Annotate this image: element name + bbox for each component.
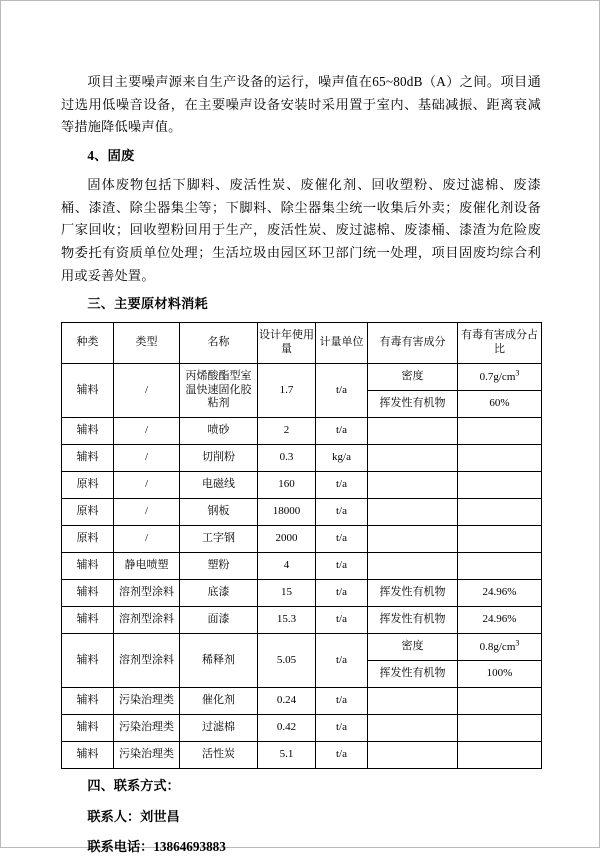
cell-name: 催化剂 xyxy=(180,688,258,715)
cell-component xyxy=(368,499,458,526)
cell-amount: 18000 xyxy=(258,499,316,526)
cell-type: 污染治理类 xyxy=(114,688,180,715)
table-row xyxy=(62,499,542,526)
table-row xyxy=(62,742,542,769)
cell-ratio: 24.96% xyxy=(458,580,542,607)
table-row xyxy=(62,580,542,607)
table-row xyxy=(62,553,542,580)
cell-type: / xyxy=(114,526,180,553)
table-header-component: 有毒有害成分 xyxy=(368,323,458,364)
table-row xyxy=(62,526,542,553)
paragraph-noise: 项目主要噪声源来自生产设备的运行，噪声值在65~80dB（A）之间。项目通过选用低噪音设备，在主要噪声设备安装时采用置于室内、基础减振、距离衰减等措施降低噪声值。 xyxy=(61,74,541,135)
cell-ratio: 100% xyxy=(458,661,542,688)
cell-amount: 15 xyxy=(258,580,316,607)
cell-type: / xyxy=(114,418,180,445)
cell-category: 辅料 xyxy=(62,742,114,769)
cell-name: 工字钢 xyxy=(180,526,258,553)
cell-ratio xyxy=(458,472,542,499)
table-row xyxy=(62,472,542,499)
table-body xyxy=(62,364,542,769)
table-row xyxy=(62,445,542,472)
cell-ratio xyxy=(458,742,542,769)
cell-unit: t/a xyxy=(316,607,368,634)
table-row xyxy=(62,364,542,391)
table-row xyxy=(62,607,542,634)
cell-unit: kg/a xyxy=(316,445,368,472)
cell-ratio xyxy=(458,526,542,553)
cell-ratio: 24.96% xyxy=(458,607,542,634)
cell-unit: t/a xyxy=(316,526,368,553)
cell-type: / xyxy=(114,364,180,418)
cell-amount: 5.05 xyxy=(258,634,316,688)
heading-raw-materials: 三、主要原材料消耗 xyxy=(87,296,208,312)
cell-component xyxy=(368,418,458,445)
cell-name: 过滤棉 xyxy=(180,715,258,742)
cell-category: 原料 xyxy=(62,499,114,526)
cell-type: 溶剂型涂料 xyxy=(114,634,180,688)
cell-component: 密度 xyxy=(368,634,458,661)
cell-ratio xyxy=(458,499,542,526)
cell-ratio xyxy=(458,553,542,580)
table-header-row xyxy=(62,323,542,364)
table-row xyxy=(62,634,542,661)
cell-name: 面漆 xyxy=(180,607,258,634)
cell-component xyxy=(368,526,458,553)
ratio-value: $0.7g/cm^3$ xyxy=(479,368,520,384)
cell-category: 辅料 xyxy=(62,607,114,634)
table-header-ratio: 有毒有害成分占比 xyxy=(458,323,542,364)
cell-component xyxy=(368,553,458,580)
cell-type: 污染治理类 xyxy=(114,715,180,742)
contact-section xyxy=(61,775,541,859)
cell-amount: 2000 xyxy=(258,526,316,553)
cell-unit: t/a xyxy=(316,553,368,580)
cell-type: 污染治理类 xyxy=(114,742,180,769)
cell-component: 挥发性有机物 xyxy=(368,391,458,418)
cell-name: 喷砂 xyxy=(180,418,258,445)
cell-component xyxy=(368,742,458,769)
table-header-amount: 设计年使用量 xyxy=(258,323,316,364)
cell-name: 塑粉 xyxy=(180,553,258,580)
cell-category: 辅料 xyxy=(62,364,114,418)
heading-solid-waste: 4、固废 xyxy=(87,148,135,164)
cell-amount: 0.42 xyxy=(258,715,316,742)
cell-amount: 15.3 xyxy=(258,607,316,634)
cell-category: 辅料 xyxy=(62,580,114,607)
cell-category: 辅料 xyxy=(62,634,114,688)
cell-type: 静电喷塑 xyxy=(114,553,180,580)
table-header-name: 名称 xyxy=(180,323,258,364)
cell-name: 钢板 xyxy=(180,499,258,526)
cell-component xyxy=(368,472,458,499)
ratio-value: $0.8g/cm^3$ xyxy=(479,638,520,654)
cell-type: 溶剂型涂料 xyxy=(114,607,180,634)
cell-ratio: 60% xyxy=(458,391,542,418)
cell-amount: 4 xyxy=(258,553,316,580)
paragraph-solid-waste: 固体废物包括下脚料、废活性炭、废催化剂、回收塑粉、废过滤棉、废漆桶、漆渣、除尘器集尘等；下脚料、除尘器集尘统一收集后外卖；废催化剂设备厂家回收；回收塑粉回用于生产，废活性炭、废过滤棉、废漆桶、漆渣为危险废物委托有资质单位处理；生活垃圾由园区环卫部门统一处理，项目固废均综合利用或妥善处置。 xyxy=(61,176,541,283)
cell-amount: 1.7 xyxy=(258,364,316,418)
cell-component: 密度 xyxy=(368,364,458,391)
cell-amount: 5.1 xyxy=(258,742,316,769)
cell-unit: t/a xyxy=(316,364,368,418)
cell-component: 挥发性有机物 xyxy=(368,661,458,688)
table-row xyxy=(62,715,542,742)
cell-amount: 0.3 xyxy=(258,445,316,472)
contact-phone: 联系电话：13864693883 xyxy=(87,839,226,855)
cell-unit: t/a xyxy=(316,580,368,607)
cell-ratio xyxy=(458,634,542,661)
cell-category: 原料 xyxy=(62,526,114,553)
cell-type: 溶剂型涂料 xyxy=(114,580,180,607)
cell-unit: t/a xyxy=(316,742,368,769)
raw-material-table xyxy=(61,322,542,769)
cell-category: 辅料 xyxy=(62,445,114,472)
cell-ratio xyxy=(458,418,542,445)
cell-amount: 2 xyxy=(258,418,316,445)
cell-unit: t/a xyxy=(316,634,368,688)
table-row xyxy=(62,418,542,445)
cell-ratio xyxy=(458,715,542,742)
cell-name: 丙烯酸酯型室温快速固化胶粘剂 xyxy=(180,364,258,418)
cell-unit: t/a xyxy=(316,715,368,742)
table-header-unit: 计量单位 xyxy=(316,323,368,364)
cell-unit: t/a xyxy=(316,499,368,526)
table-header-type: 类型 xyxy=(114,323,180,364)
cell-unit: t/a xyxy=(316,418,368,445)
table-header-category: 种类 xyxy=(62,323,114,364)
cell-component xyxy=(368,715,458,742)
cell-amount: 0.24 xyxy=(258,688,316,715)
cell-name: 活性炭 xyxy=(180,742,258,769)
cell-component xyxy=(368,445,458,472)
cell-name: 稀释剂 xyxy=(180,634,258,688)
cell-unit: t/a xyxy=(316,472,368,499)
document-body xyxy=(61,71,541,867)
cell-category: 辅料 xyxy=(62,418,114,445)
cell-category: 原料 xyxy=(62,472,114,499)
cell-type: / xyxy=(114,472,180,499)
cell-name: 底漆 xyxy=(180,580,258,607)
cell-unit: t/a xyxy=(316,688,368,715)
cell-component: 挥发性有机物 xyxy=(368,580,458,607)
cell-category: 辅料 xyxy=(62,553,114,580)
cell-amount: 160 xyxy=(258,472,316,499)
cell-component: 挥发性有机物 xyxy=(368,607,458,634)
cell-type: / xyxy=(114,499,180,526)
heading-contact: 四、联系方式： xyxy=(87,778,180,794)
cell-ratio xyxy=(458,364,542,391)
cell-ratio xyxy=(458,445,542,472)
cell-name: 切削粉 xyxy=(180,445,258,472)
contact-person: 联系人：刘世昌 xyxy=(87,808,180,824)
cell-type: / xyxy=(114,445,180,472)
cell-category: 辅料 xyxy=(62,688,114,715)
table-row xyxy=(62,688,542,715)
cell-name: 电磁线 xyxy=(180,472,258,499)
cell-category: 辅料 xyxy=(62,715,114,742)
cell-ratio xyxy=(458,688,542,715)
cell-component xyxy=(368,688,458,715)
